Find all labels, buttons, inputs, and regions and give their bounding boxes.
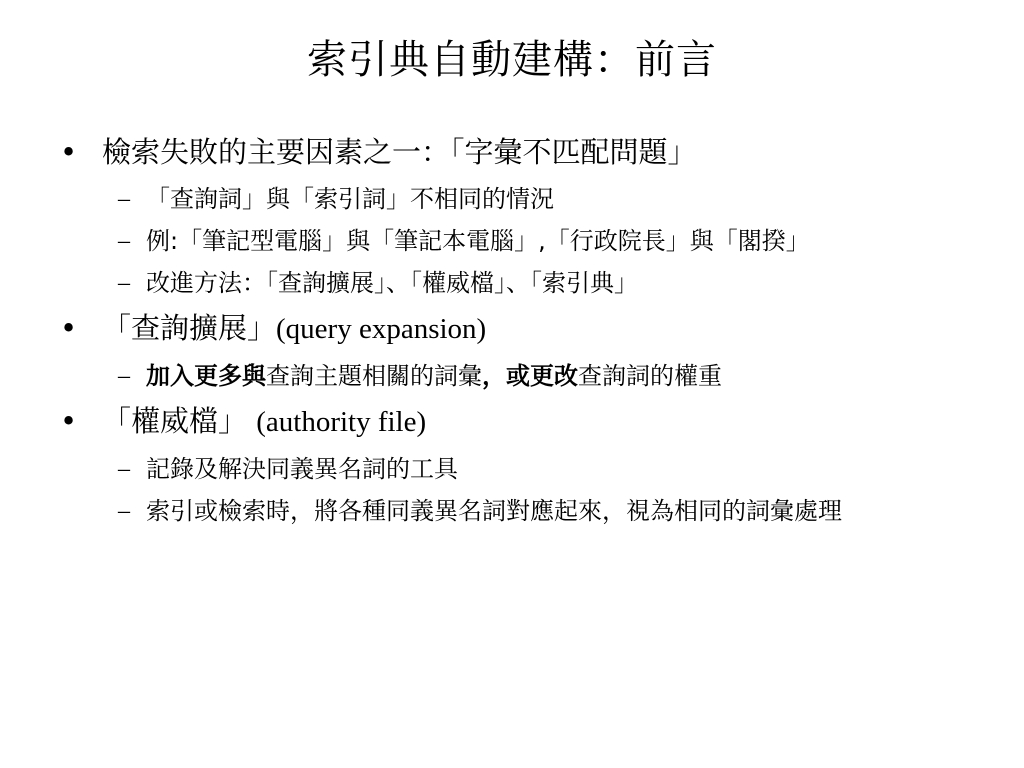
bullet-text-cjk: 「查詢擴展」 [102,311,277,345]
bullet-icon: • [60,404,78,438]
dash-icon: – [118,228,130,254]
dash-icon: – [118,456,130,482]
bullet-text-cjk: 「權威檔」 [102,404,248,438]
sub-bullet-text: 例:「筆記型電腦」與「筆記本電腦」,「行政院長」與「閣揆」 [146,227,810,255]
sub-bullet-item [60,494,990,528]
dash-icon: – [118,270,130,296]
sub-bullet-text-part: 查詢詞的權重 [578,362,722,390]
bullet-item [60,308,990,349]
bullet-item [60,132,990,172]
bullet-text-en: (authority file) [256,406,427,438]
sub-bullet-text: 改進方法：「查詢擴展」、「權威檔」、「索引典」 [146,269,638,297]
slide-title: 索引典自動建構：前言 [307,37,717,83]
sub-bullet-text-part: 加入更多與 [146,362,266,390]
sub-bullet-text: 記錄及解決同義異名詞的工具 [146,455,458,483]
dash-icon: – [118,498,130,524]
slide-content [60,132,990,536]
sub-bullet-item [60,359,990,393]
sub-bullet-item [60,266,990,300]
sub-bullet-text-part: ，或更改 [482,362,578,390]
bullet-item [60,401,990,442]
sub-bullet-item [60,452,990,486]
dash-icon: – [118,363,130,389]
sub-bullet-text: 「查詢詞」與「索引詞」不相同的情況 [146,185,554,213]
dash-icon: – [118,186,130,212]
bullet-text-en: (query expansion) [276,313,487,345]
bullet-icon: • [60,311,78,345]
bullet-icon: • [60,135,78,169]
sub-bullet-text: 索引或檢索時，將各種同義異名詞對應起來，視為相同的詞彙處理 [146,497,842,525]
sub-bullet-text-part: 查詢主題相關的詞彙 [266,362,482,390]
sub-bullet-item [60,182,990,216]
bullet-text: 檢索失敗的主要因素之一：「字彙不匹配問題」 [102,135,697,169]
sub-bullet-item [60,224,990,258]
